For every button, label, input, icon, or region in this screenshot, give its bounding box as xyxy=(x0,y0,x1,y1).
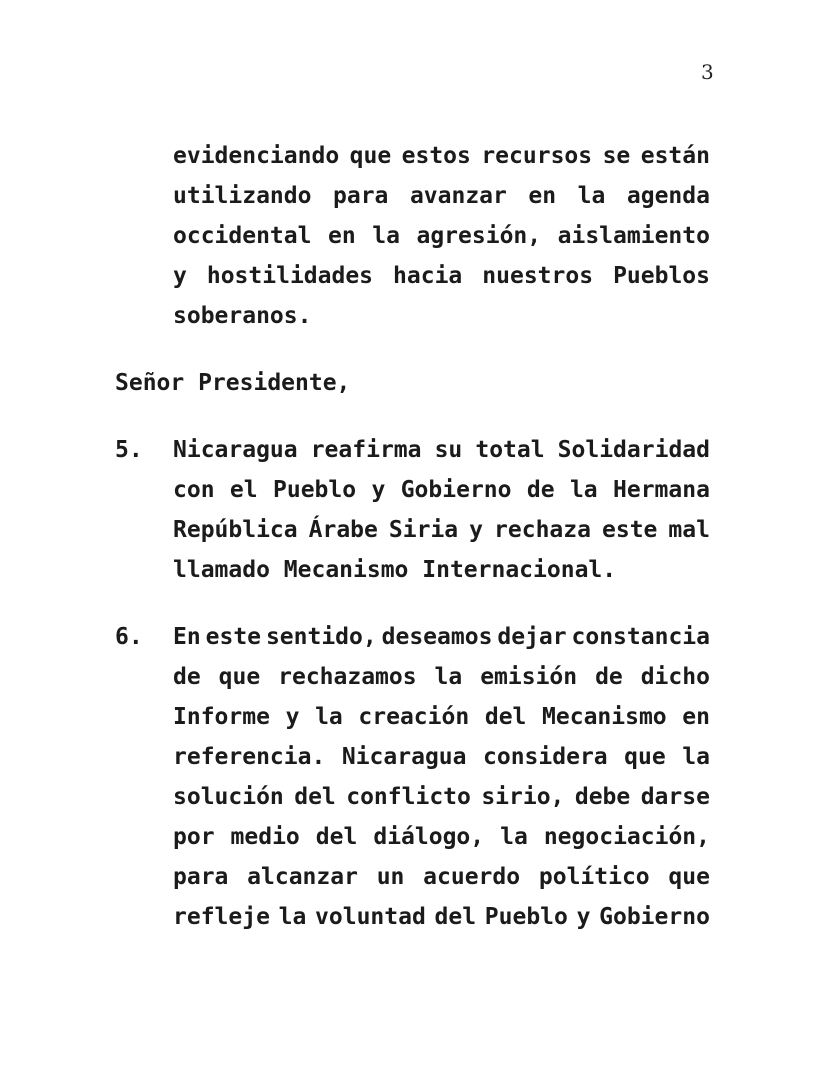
word: Gobierno xyxy=(400,477,512,503)
word: recursos xyxy=(481,143,593,169)
text-line xyxy=(173,857,710,897)
text-line xyxy=(173,817,710,857)
word: utilizando xyxy=(173,183,312,209)
word: en xyxy=(682,704,710,730)
word: Árabe xyxy=(308,517,378,543)
word: Solidaridad xyxy=(557,437,710,463)
word: y xyxy=(285,704,300,730)
word: aislamiento xyxy=(557,223,710,249)
text-line xyxy=(173,777,710,817)
word: la xyxy=(372,223,400,249)
word: evidenciando xyxy=(173,143,340,169)
text-line xyxy=(173,216,710,256)
word: su xyxy=(434,437,463,463)
word: avanzar xyxy=(409,183,507,209)
word: Nicaragua xyxy=(173,437,298,463)
word: constancia xyxy=(571,624,710,650)
word: la xyxy=(315,704,343,730)
word: están xyxy=(640,143,710,169)
word: el xyxy=(229,477,258,503)
block-lines xyxy=(173,617,710,937)
text-line: Señor Presidente, xyxy=(115,370,351,396)
list-number: 6. xyxy=(115,624,143,650)
word: Pueblos xyxy=(613,263,710,289)
word: se xyxy=(602,143,631,169)
word: para xyxy=(173,864,229,890)
word: dejar xyxy=(497,624,567,650)
word: estos xyxy=(401,143,471,169)
word: que xyxy=(668,864,710,890)
word: Pueblo xyxy=(273,477,357,503)
word: este xyxy=(602,517,658,543)
word: la xyxy=(434,664,463,690)
word: para xyxy=(333,183,389,209)
word: agenda xyxy=(626,183,710,209)
word: de xyxy=(526,477,555,503)
text-line xyxy=(173,657,710,697)
text-line xyxy=(173,176,710,216)
word: refleje xyxy=(173,904,270,930)
word: República xyxy=(173,517,298,543)
word: de xyxy=(595,664,623,690)
word: conflicto xyxy=(346,784,471,810)
word: que xyxy=(349,143,392,169)
word: creación xyxy=(358,704,470,730)
word: debe xyxy=(574,784,631,810)
text-line xyxy=(173,697,710,737)
block-salutation xyxy=(115,363,711,403)
word: un xyxy=(376,864,405,890)
word: sentido, xyxy=(265,624,377,650)
word: referencia. xyxy=(173,744,326,770)
word: la xyxy=(500,824,528,850)
block-numbered xyxy=(115,617,711,937)
word: alcanzar xyxy=(247,864,358,890)
block-lines xyxy=(173,136,710,336)
word: negociación, xyxy=(543,824,710,850)
word: Nicaragua xyxy=(341,744,467,770)
word: que xyxy=(624,744,666,770)
word: Siria xyxy=(388,517,459,543)
word: Hermana xyxy=(613,477,710,503)
word: y xyxy=(469,517,484,543)
word: rechaza xyxy=(494,517,591,543)
block-lines xyxy=(173,430,710,590)
word: del xyxy=(484,704,527,730)
text-line: soberanos. xyxy=(173,303,312,329)
word: darse xyxy=(640,784,710,810)
block-indented-paragraph xyxy=(115,136,711,336)
word: agresión, xyxy=(416,223,542,249)
word: en xyxy=(328,223,356,249)
word: Pueblo xyxy=(484,904,568,930)
word: mal xyxy=(668,517,710,543)
word: que xyxy=(218,664,261,690)
word: por xyxy=(173,824,215,850)
word: la xyxy=(569,477,598,503)
word: medio xyxy=(230,824,300,850)
word: y xyxy=(173,263,187,289)
word: del xyxy=(434,904,477,930)
word: rechazamos xyxy=(278,664,417,690)
word: político xyxy=(538,864,650,890)
word: En xyxy=(173,624,201,650)
word: la xyxy=(577,183,606,209)
text-line xyxy=(173,737,710,777)
text-line xyxy=(173,510,710,550)
word: total xyxy=(475,437,545,463)
word: hostilidades xyxy=(206,263,374,289)
word: hacia xyxy=(393,263,463,289)
text-line xyxy=(173,617,710,657)
text-line xyxy=(173,256,710,296)
word: y xyxy=(371,477,386,503)
word: reafirma xyxy=(310,437,422,463)
word: Gobierno xyxy=(599,904,710,930)
block-numbered xyxy=(115,430,711,590)
word: acuerdo xyxy=(423,864,521,890)
word: nuestros xyxy=(482,263,594,289)
word: considera xyxy=(483,744,608,770)
word: voluntad xyxy=(315,904,426,930)
text-line xyxy=(173,430,710,470)
text-line xyxy=(173,897,710,937)
text-line xyxy=(173,136,710,176)
word: del xyxy=(294,784,336,810)
word: la xyxy=(278,904,307,930)
word: con xyxy=(173,477,215,503)
word: emisión xyxy=(480,664,578,690)
text-line: llamado Mecanismo Internacional. xyxy=(173,557,617,583)
word: solución xyxy=(173,784,284,810)
block-lines xyxy=(115,363,652,403)
word: sirio, xyxy=(481,784,565,810)
word: este xyxy=(205,624,262,650)
document-content xyxy=(115,136,711,937)
word: y xyxy=(576,904,591,930)
list-number: 5. xyxy=(115,437,143,463)
word: Informe xyxy=(173,704,270,730)
text-line xyxy=(173,470,710,510)
word: de xyxy=(173,664,201,690)
word: diálogo, xyxy=(373,824,485,850)
word: Mecanismo xyxy=(542,704,667,730)
word: la xyxy=(682,744,710,770)
word: en xyxy=(528,183,557,209)
word: deseamos xyxy=(381,624,493,650)
page-number: 3 xyxy=(701,60,714,84)
word: dicho xyxy=(640,664,710,690)
word: del xyxy=(315,824,358,850)
word: occidental xyxy=(173,223,312,249)
